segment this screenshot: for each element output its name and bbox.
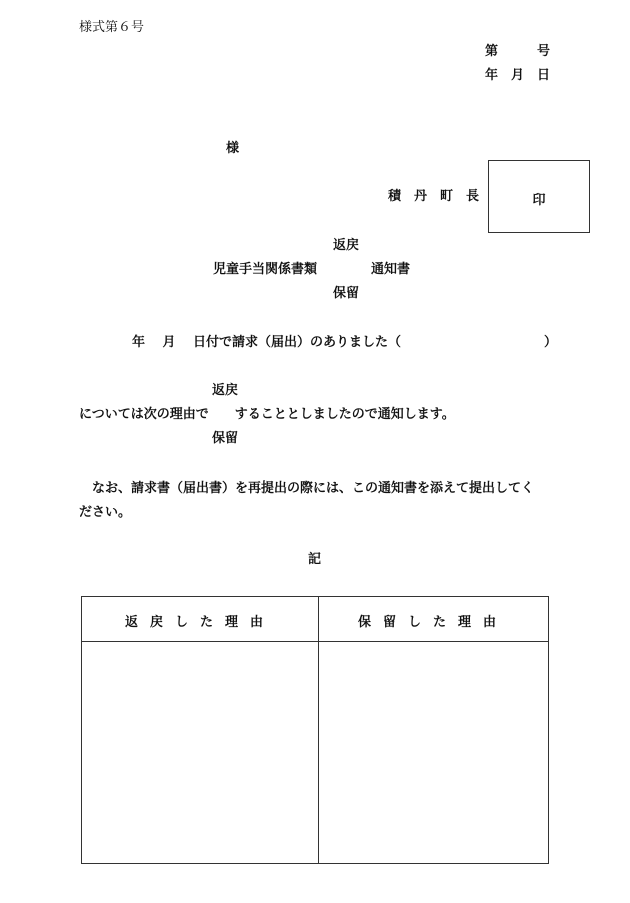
sender-name: 積 丹 町 長 [388, 189, 480, 204]
hold-reason-header: 保留した理由 [357, 615, 508, 630]
issue-date: 年 月 日 [485, 68, 551, 83]
reasons-table [81, 596, 549, 864]
table-column-divider [318, 597, 319, 863]
request-line-text: 年 月 日付で請求（届出）のありました（ [132, 335, 402, 350]
return-reason-header: 返戻した理由 [124, 615, 275, 630]
subject-hold-option: 保留 [333, 286, 360, 301]
subject-return-option: 返戻 [333, 238, 360, 253]
note-line-1: なお、請求書（届出書）を再提出の際には、この通知書を添えて提出してく [92, 481, 535, 496]
recipient-suffix: 様 [226, 141, 240, 156]
document-number: 第 号 [485, 44, 551, 59]
reason-return-option: 返戻 [212, 383, 239, 398]
ki-heading: 記 [308, 552, 322, 567]
form-number: 様式第６号 [79, 20, 145, 35]
seal-label: 印 [532, 193, 546, 208]
subject-main: 児童手当関係書類 [213, 262, 318, 277]
reason-hold-option: 保留 [212, 431, 239, 446]
note-line-2: ださい。 [79, 505, 132, 520]
seal-box [488, 160, 590, 233]
subject-notice: 通知書 [371, 262, 411, 277]
table-header-divider [82, 641, 548, 642]
request-line-close: ） [544, 335, 558, 350]
reason-line-text: については次の理由で することとしましたので通知します。 [79, 407, 455, 422]
